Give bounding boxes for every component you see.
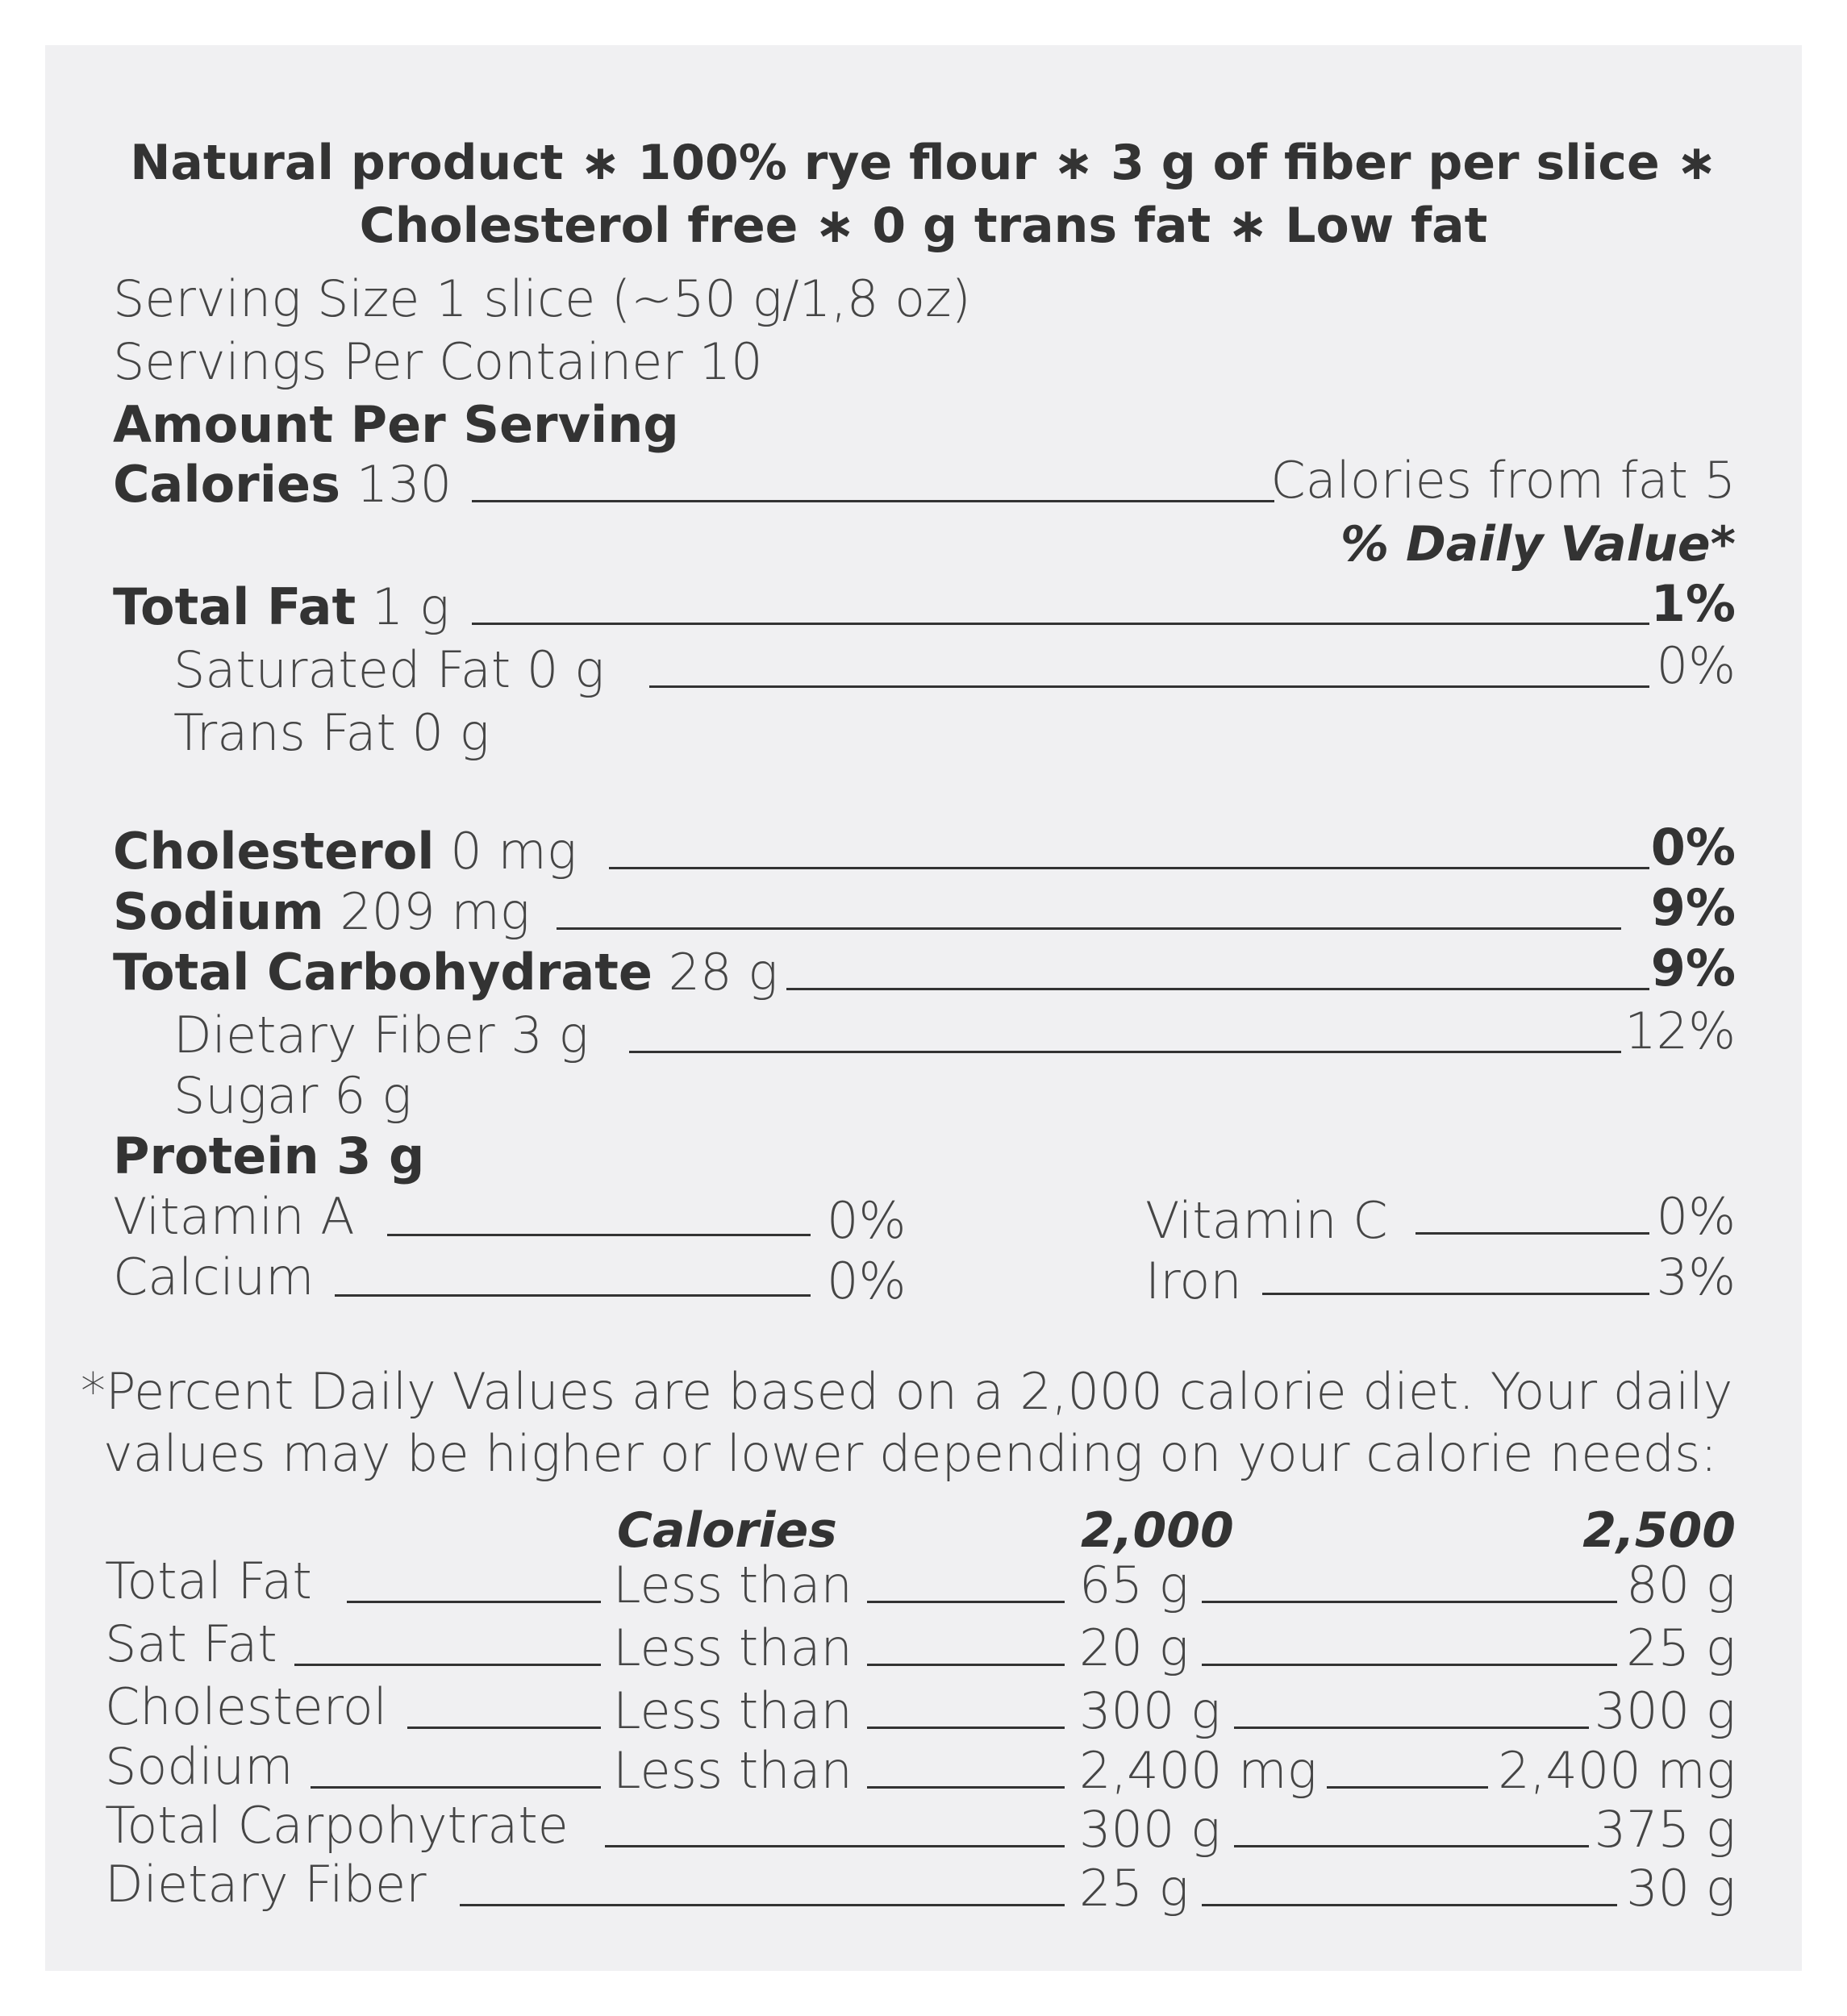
- headline-line-1: Natural product ∗ 100% rye flour ∗ 3 g of fiber per slice ∗: [130, 135, 1717, 191]
- dv-row-leader: [460, 1904, 1065, 1906]
- dietary-fiber-label: Dietary Fiber 3 g: [173, 1006, 589, 1064]
- dv-row-leader: [867, 1786, 1065, 1789]
- sodium-leader: [557, 927, 1621, 930]
- dv-row-label: Total Fat: [105, 1552, 312, 1610]
- calcium-label: Calcium: [113, 1248, 315, 1306]
- servings-per-container: Servings Per Container 10: [113, 332, 763, 391]
- dv-row-leader: [867, 1664, 1065, 1666]
- sodium-amount: 209 mg: [340, 882, 530, 941]
- calories-label: Calories: [113, 455, 340, 514]
- cholesterol-row: [113, 822, 577, 881]
- vitamin-a-leader: [387, 1234, 811, 1236]
- calories-from-fat: Calories from fat 5: [1270, 451, 1736, 510]
- iron-dv: 3%: [1656, 1248, 1736, 1306]
- saturated-fat-dv: 0%: [1656, 636, 1736, 695]
- dv-row-qualifier: Less than: [613, 1681, 853, 1740]
- calcium-leader: [335, 1294, 811, 1297]
- dv-row-leader: [1327, 1786, 1488, 1789]
- dv-row-leader: [1202, 1664, 1617, 1666]
- dv-row-value-2000: 2,400 mg: [1079, 1741, 1317, 1800]
- saturated-fat-leader: [649, 685, 1649, 688]
- dv-row-qualifier: Less than: [613, 1741, 853, 1800]
- footnote-line-1: *Percent Daily Values are based on a 2,000 calorie diet. Your daily: [81, 1362, 1733, 1421]
- total-fat-row: [113, 577, 450, 636]
- dv-row-leader: [294, 1664, 601, 1666]
- dv-row-value-2000: 300 g: [1079, 1681, 1221, 1740]
- dv-row-value-2500: 30 g: [1626, 1859, 1736, 1918]
- trans-fat-label: Trans Fat 0 g: [173, 703, 490, 762]
- saturated-fat-label: Saturated Fat 0 g: [173, 640, 605, 699]
- dv-row-value-2500: 375 g: [1594, 1800, 1736, 1859]
- vitamin-c-label: Vitamin C: [1145, 1191, 1388, 1250]
- dv-row-value-2500: 300 g: [1594, 1681, 1736, 1740]
- cholesterol-dv: 0%: [1650, 818, 1736, 877]
- dv-header-calories: Calories: [617, 1502, 837, 1559]
- total-carbohydrate-leader: [786, 988, 1649, 990]
- amount-per-serving: Amount Per Serving: [113, 395, 679, 454]
- dv-row-leader: [1234, 1845, 1589, 1847]
- dv-row-leader: [407, 1727, 601, 1729]
- dv-row-leader: [867, 1601, 1065, 1603]
- total-fat-dv: 1%: [1650, 574, 1736, 633]
- dietary-fiber-dv: 12%: [1624, 1002, 1736, 1060]
- dv-row-value-2000: 300 g: [1079, 1800, 1221, 1859]
- serving-size: Serving Size 1 slice (~50 g/1,8 oz): [113, 269, 971, 328]
- daily-value-header: % Daily Value*: [1340, 516, 1736, 573]
- dv-row-value-2500: 2,400 mg: [1498, 1741, 1736, 1800]
- dv-row-qualifier: Less than: [613, 1556, 853, 1614]
- vitamin-c-leader: [1415, 1232, 1649, 1235]
- calcium-dv: 0%: [827, 1252, 907, 1310]
- sodium-row: [113, 882, 530, 941]
- total-fat-leader: [472, 623, 1649, 625]
- vitamin-a-dv: 0%: [827, 1191, 907, 1250]
- cholesterol-amount: 0 mg: [450, 822, 577, 881]
- dv-row-leader: [347, 1601, 601, 1603]
- calories-leader: [472, 500, 1274, 502]
- dv-row-leader: [867, 1727, 1065, 1729]
- iron-label: Iron: [1145, 1252, 1242, 1310]
- cholesterol-label: Cholesterol: [113, 822, 435, 881]
- dv-row-qualifier: Less than: [613, 1618, 853, 1677]
- dv-header-2000: 2,000: [1081, 1502, 1234, 1559]
- dv-row-value-2500: 25 g: [1626, 1618, 1736, 1677]
- vitamin-a-label: Vitamin A: [113, 1187, 355, 1246]
- dietary-fiber-leader: [629, 1051, 1621, 1053]
- dv-row-leader: [1202, 1601, 1617, 1603]
- cholesterol-leader: [609, 867, 1649, 869]
- dv-row-leader: [311, 1786, 601, 1789]
- sugar-label: Sugar 6 g: [173, 1066, 412, 1125]
- dv-row-label: Dietary Fiber: [105, 1855, 427, 1914]
- sodium-label: Sodium: [113, 882, 324, 941]
- total-carbohydrate-label: Total Carbohydrate: [113, 943, 652, 1002]
- calories-row: [113, 455, 452, 514]
- dv-row-leader: [1234, 1727, 1589, 1729]
- calories-value: 130: [356, 455, 452, 514]
- dv-row-value-2500: 80 g: [1626, 1556, 1736, 1614]
- vitamin-c-dv: 0%: [1656, 1187, 1736, 1246]
- dv-row-value-2000: 25 g: [1079, 1859, 1189, 1918]
- sodium-dv: 9%: [1650, 878, 1736, 937]
- dv-row-value-2000: 65 g: [1079, 1556, 1189, 1614]
- protein-label: Protein 3 g: [113, 1127, 425, 1185]
- total-carbohydrate-row: [113, 943, 778, 1002]
- headline-line-2: Cholesterol free ∗ 0 g trans fat ∗ Low fat: [359, 198, 1488, 254]
- total-carbohydrate-dv: 9%: [1650, 939, 1736, 998]
- iron-leader: [1262, 1293, 1649, 1295]
- dv-row-leader: [605, 1845, 1065, 1847]
- dv-row-label: Cholesterol: [105, 1677, 387, 1736]
- dv-row-label: Total Carpohytrate: [105, 1796, 569, 1855]
- dv-row-leader: [1202, 1904, 1617, 1906]
- dv-row-label: Sodium: [105, 1737, 294, 1796]
- total-carbohydrate-amount: 28 g: [668, 943, 778, 1002]
- footnote-line-2: values may be higher or lower depending on your calorie needs:: [103, 1424, 1718, 1483]
- dv-row-value-2000: 20 g: [1079, 1618, 1189, 1677]
- dv-header-2500: 2,500: [1582, 1502, 1736, 1559]
- total-fat-label: Total Fat: [113, 577, 356, 636]
- dv-row-label: Sat Fat: [105, 1614, 277, 1673]
- total-fat-amount: 1 g: [371, 577, 450, 636]
